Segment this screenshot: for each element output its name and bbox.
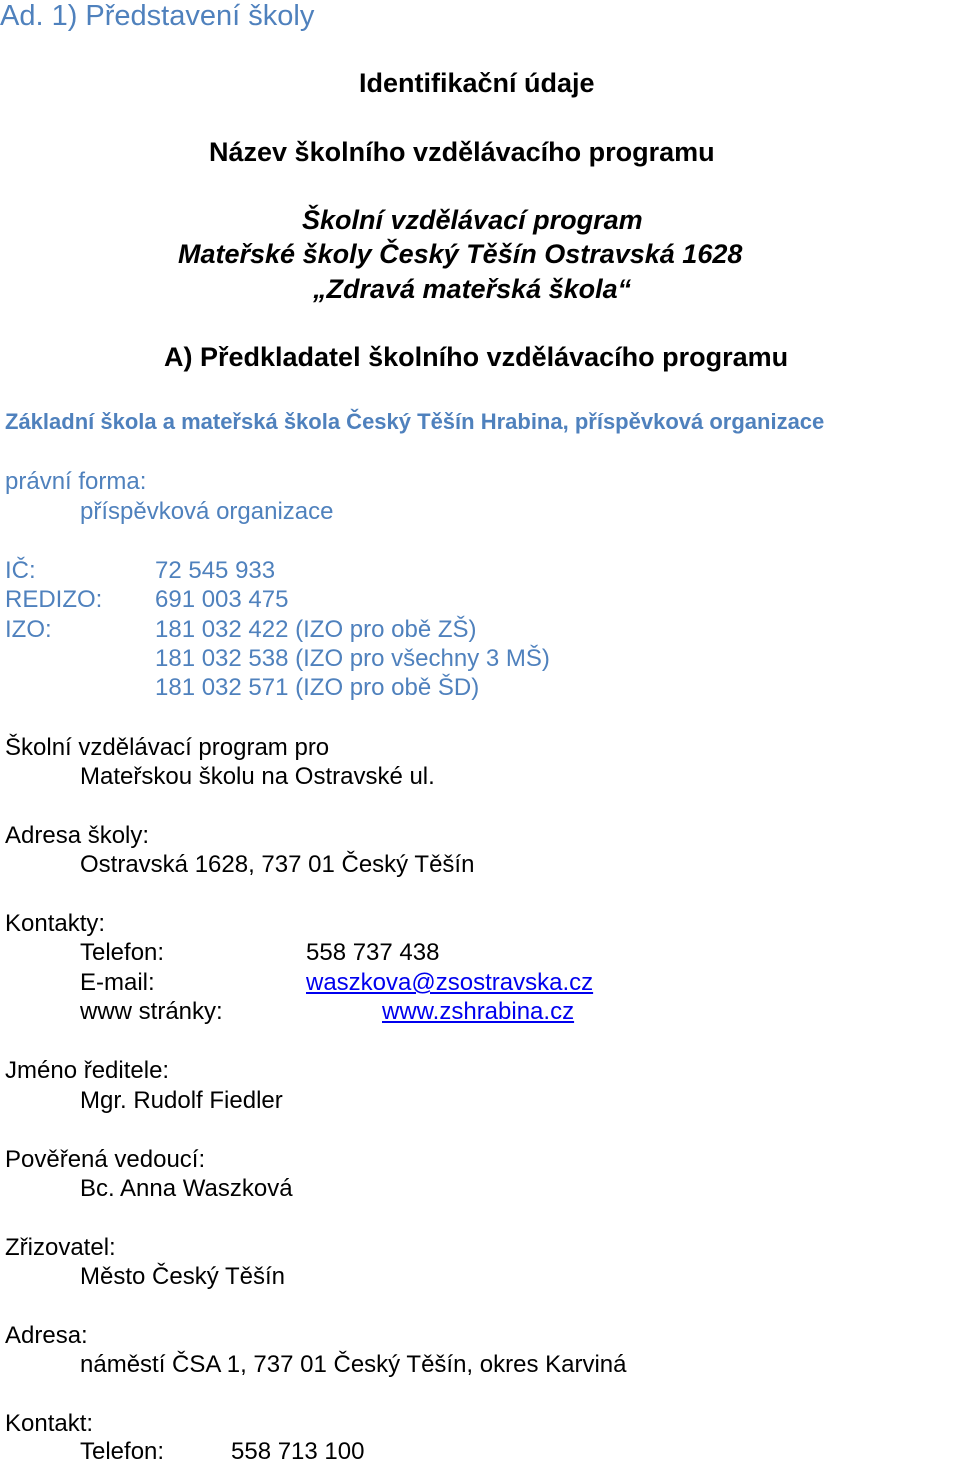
school-address-label: Adresa školy: — [5, 822, 150, 849]
svp-for-value: Mateřskou školu na Ostravské ul. — [80, 763, 435, 790]
program-line-1: Školní vzdělávací program — [302, 205, 643, 235]
head-label: Pověřená vedoucí: — [5, 1146, 206, 1173]
phone-value: 558 737 438 — [306, 939, 440, 966]
head-value: Bc. Anna Waszková — [80, 1175, 293, 1202]
founder-label: Zřizovatel: — [5, 1234, 116, 1261]
phone-label: Telefon: — [80, 939, 165, 966]
school-address-value: Ostravská 1628, 737 01 Český Těšín — [80, 851, 475, 878]
izo-value-3: 181 032 571 (IZO pro obě ŠD) — [155, 674, 480, 701]
izo-label: IZO: — [5, 616, 52, 643]
identification-title: Identifikační údaje — [359, 68, 595, 98]
ic-label: IČ: — [5, 557, 36, 584]
program-name-title: Název školního vzdělávacího programu — [209, 137, 715, 167]
izo-value-2: 181 032 538 (IZO pro všechny 3 MŠ) — [155, 645, 550, 672]
email-label: E-mail: — [80, 969, 155, 996]
founder-value: Město Český Těšín — [80, 1263, 285, 1290]
top-heading: Ad. 1) Představení školy — [0, 0, 315, 32]
director-value: Mgr. Rudolf Fiedler — [80, 1087, 283, 1114]
school-name: Základní škola a mateřská škola Český Těšín Hrabina, příspěvková organizace — [5, 409, 825, 434]
founder-section-title: A) Předkladatel školního vzdělávacího programu — [164, 342, 789, 372]
svp-for-label: Školní vzdělávací program pro — [5, 734, 330, 761]
izo-value-1: 181 032 422 (IZO pro obě ZŠ) — [155, 616, 477, 643]
founder-contact-label: Kontakt: — [5, 1410, 94, 1437]
founder-address-value: náměstí ČSA 1, 737 01 Český Těšín, okres Karviná — [80, 1351, 627, 1378]
founder-phone-value: 558 713 100 — [231, 1438, 365, 1465]
program-line-3: „Zdravá mateřská škola“ — [313, 274, 632, 304]
legal-form-label: právní forma: — [5, 468, 147, 495]
email-link[interactable]: waszkova@zsostravska.cz — [306, 969, 594, 996]
redizo-label: REDIZO: — [5, 586, 103, 613]
ic-value: 72 545 933 — [155, 557, 276, 584]
contacts-label: Kontakty: — [5, 910, 106, 937]
legal-form-value: příspěvková organizace — [80, 498, 334, 525]
web-label: www stránky: — [80, 998, 223, 1025]
program-line-2: Mateřské školy Český Těšín Ostravská 1628 — [178, 239, 743, 269]
web-link[interactable]: www.zshrabina.cz — [382, 998, 575, 1025]
director-label: Jméno ředitele: — [5, 1057, 170, 1084]
founder-address-label: Adresa: — [5, 1322, 88, 1349]
redizo-value: 691 003 475 — [155, 586, 289, 613]
founder-phone-label: Telefon: — [80, 1438, 165, 1465]
